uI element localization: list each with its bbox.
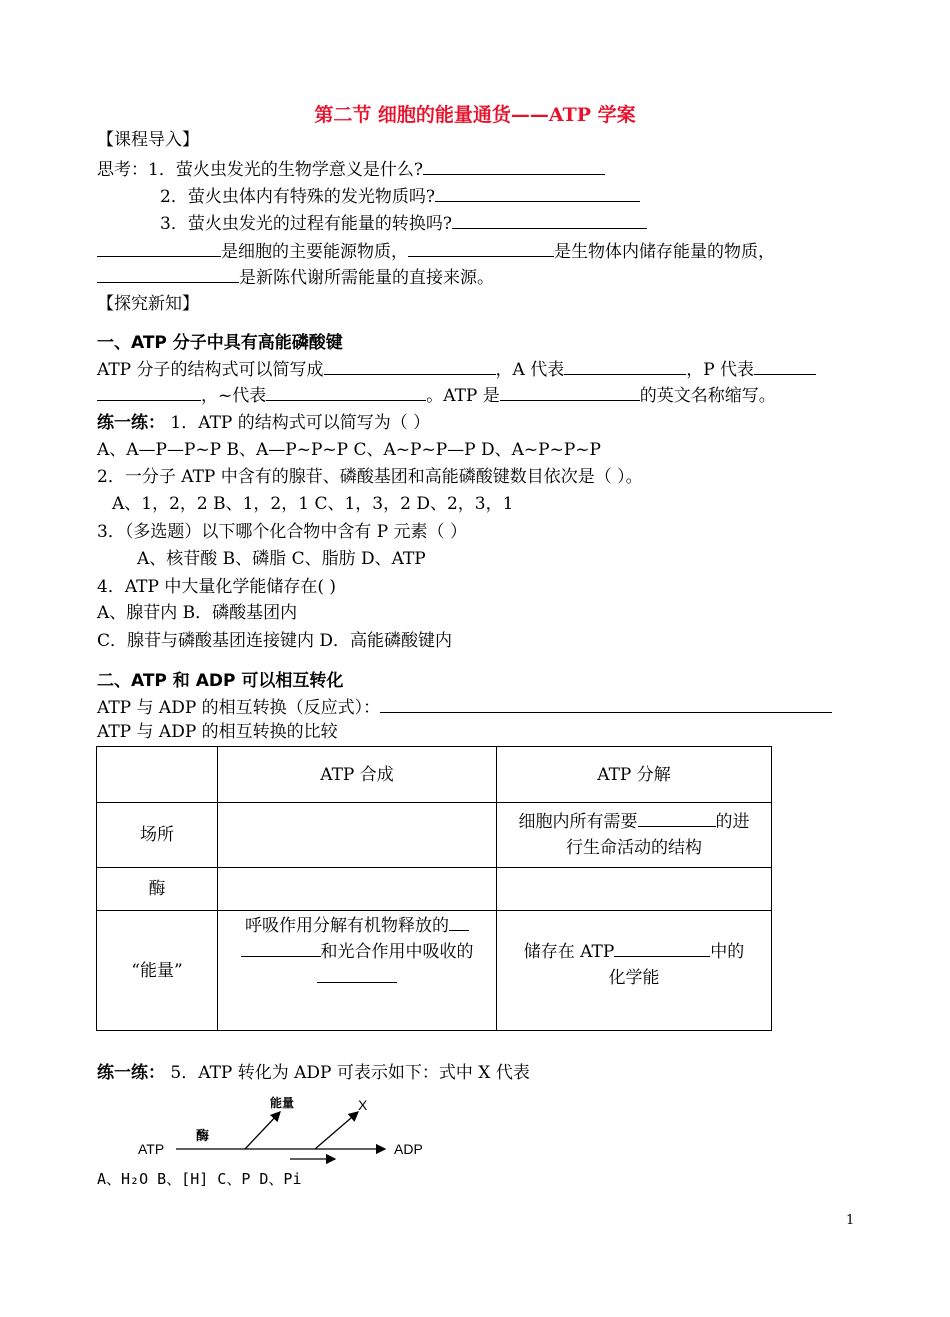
cell-text: 呼吸作用分解有机物释放的 (245, 916, 449, 936)
atp-conversion-diagram (130, 1090, 440, 1165)
atp-l2c: 的英文名称缩写。 (639, 386, 776, 406)
table-cell (218, 911, 497, 1031)
diagram-enzyme-label: 酶 (196, 1129, 210, 1144)
page-number: 1 (846, 1213, 855, 1228)
table-cell (218, 868, 497, 911)
blank (500, 384, 640, 401)
exercise-q1 (97, 412, 430, 434)
blank (408, 240, 554, 257)
x-arrow (315, 1112, 358, 1149)
think-q1 (97, 158, 605, 181)
atp-l2a: ，~代表 (201, 386, 267, 406)
think-q3 (160, 212, 647, 235)
blank (564, 358, 686, 375)
blank (449, 916, 469, 931)
table-cell (97, 747, 218, 803)
fill-c: 是新陈代谢所需能量的直接来源。 (239, 268, 494, 288)
blank (452, 212, 647, 229)
table-row (97, 911, 772, 1031)
think-q2-text: 2．萤火虫体内有特殊的发光物质吗? (160, 187, 435, 207)
blank (266, 384, 426, 401)
conv-l1: ATP 与 ADP 的相互转换（反应式）： (97, 698, 381, 718)
think-q2 (160, 185, 640, 208)
heading-1: 一、ATP 分子中具有高能磷酸键 (97, 333, 343, 353)
heading-2: 二、ATP 和 ADP 可以相互转化 (97, 671, 344, 691)
q4-options-b: C．腺苷与磷酸基团连接键内 D．高能磷酸键内 (97, 631, 453, 651)
diagram-atp-label: ATP (138, 1141, 165, 1157)
atp-l1b: ，A 代表 (495, 360, 565, 380)
section-intro: 【课程导入】 (97, 130, 199, 150)
row-label: 场所 (97, 803, 218, 868)
section-explore: 【探究新知】 (97, 294, 199, 314)
row-label: 酶 (97, 868, 218, 911)
blank (241, 942, 321, 957)
fill-line-1 (97, 240, 775, 263)
blank (97, 384, 201, 401)
cell-text: 化学能 (608, 968, 660, 988)
atp-line-2 (97, 384, 776, 407)
blank (97, 240, 221, 257)
blank (638, 812, 716, 827)
atp-l1a: ATP 分子的结构式可以简写成 (97, 360, 324, 380)
blank (754, 358, 816, 375)
cell-text: 储存在 ATP (523, 942, 615, 962)
cell-text: 行生命活动的结构 (566, 838, 702, 858)
page-title: 第二节 细胞的能量通货——ATP 学案 (314, 104, 636, 126)
table-row (97, 868, 772, 911)
q3-text: 3．（多选题）以下哪个化合物中含有 P 元素（ ） (97, 522, 467, 542)
blank (97, 266, 239, 283)
atp-l2b: 。ATP 是 (426, 386, 500, 406)
table-cell (218, 803, 497, 868)
blank (614, 942, 710, 957)
comparison-title: ATP 与 ADP 的相互转换的比较 (97, 722, 338, 742)
blank (435, 185, 640, 202)
q3-options: A、核苷酸 B、磷脂 C、脂肪 D、ATP (137, 549, 426, 569)
table-header: ATP 分解 (497, 747, 772, 803)
cell-text: 中的 (710, 942, 745, 962)
q4-options-a: A、腺苷内 B．磷酸基团内 (97, 603, 298, 623)
conversion-line (97, 696, 832, 719)
atp-l1c: ，P 代表 (686, 360, 755, 380)
q4-text: 4．ATP 中大量化学能储存在( ) (97, 577, 337, 597)
diagram-energy-label: 能量 (270, 1096, 295, 1110)
blank (317, 968, 397, 983)
think-q3-text: 3．萤火虫发光的过程有能量的转换吗? (160, 214, 452, 234)
table-header: ATP 合成 (218, 747, 497, 803)
table-cell (497, 803, 772, 868)
exercise-label: 练一练： (97, 1063, 165, 1083)
diagram-adp-label: ADP (394, 1141, 423, 1157)
cell-text: 的进 (715, 812, 750, 832)
fill-a: 是细胞的主要能源物质， (221, 242, 408, 262)
think-prefix: 思考：1． (97, 160, 176, 180)
table-row (97, 747, 772, 803)
q2-text: 2．一分子 ATP 中含有的腺苷、磷酸基团和高能磷酸键数目依次是（ ）。 (97, 467, 643, 487)
diagram-x-label: X (358, 1097, 368, 1113)
fill-line-2 (97, 266, 494, 289)
blank (324, 358, 496, 375)
q1-options: A、A—P—P~P B、A—P~P~P C、A~P~P—P D、A~P~P~P (97, 440, 601, 460)
cell-text: 细胞内所有需要 (518, 812, 638, 832)
q1-text: 1．ATP 的结构式可以简写为（ ） (170, 413, 431, 433)
q2-options: A、1，2，2 B、1，2，1 C、1，3，2 D、2，3，1 (112, 494, 514, 514)
row-label: “能量” (97, 911, 218, 1031)
cell-text: 和光合作用中吸收的 (320, 942, 474, 962)
blank (423, 158, 605, 175)
exercise-q5 (97, 1062, 530, 1084)
q5-options: A、H₂O B、[H] C、P D、Pi (97, 1170, 302, 1188)
table-cell (497, 911, 772, 1031)
exercise-label: 练一练： (97, 413, 165, 433)
table-cell (497, 868, 772, 911)
table-row (97, 803, 772, 868)
blank (380, 696, 832, 713)
atp-line-1 (97, 358, 816, 381)
think-q1-text: 萤火虫发光的生物学意义是什么? (175, 160, 423, 180)
fill-b: 是生物体内储存能量的物质， (554, 242, 775, 262)
comparison-table (96, 746, 772, 1031)
q5-text: 5．ATP 转化为 ADP 可表示如下：式中 X 代表 (170, 1063, 530, 1083)
energy-arrow (245, 1112, 280, 1149)
